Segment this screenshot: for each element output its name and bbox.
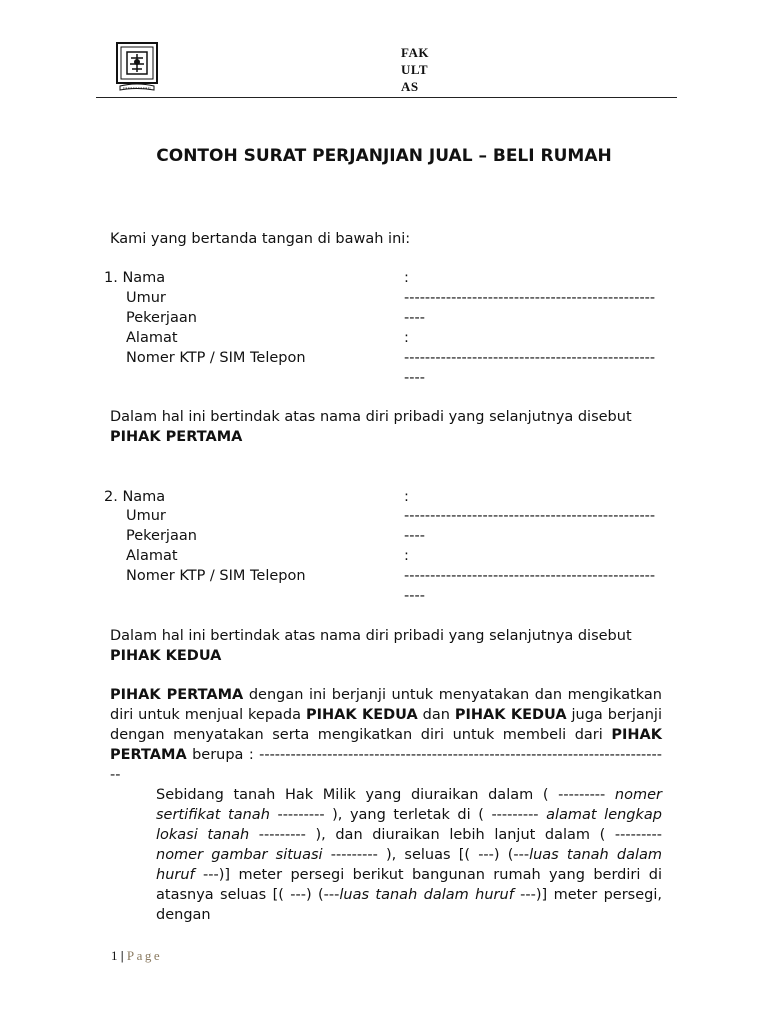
land-text-5: ---)] meter persegi berikut bangunan rumah yang berdiri di atasnya seluas [( ---) (--- [156, 867, 662, 903]
party-2-designation: PIHAK KEDUA [110, 648, 222, 664]
land-placeholder-building-area: luas tanah dalam huruf [339, 887, 514, 903]
party-1-designation: PIHAK PERTAMA [110, 429, 243, 445]
land-text-2: --------- ), yang terletak di ( --------- [269, 807, 547, 823]
page-footer [111, 948, 162, 964]
party-1-value-1: : [404, 270, 409, 286]
party-2-value-1: : [404, 489, 409, 505]
party-2-field-pekerjaan: Pekerjaan [126, 528, 197, 544]
agreement-party-second-2: PIHAK KEDUA [454, 707, 567, 723]
header-divider [96, 97, 677, 98]
land-text-6: ---)] meter persegi, dengan [156, 887, 662, 923]
agreement-text-3: juga berjanji dengan menyatakan serta mengikatkan diri untuk membeli dari [110, 707, 662, 743]
party-2-field-umur: Umur [126, 508, 166, 524]
land-placeholder-area: luas tanah dalam huruf [156, 847, 663, 883]
party-1-field-ktp: Nomer KTP / SIM Telepon [126, 350, 306, 366]
agreement-paragraph [110, 685, 662, 785]
land-text-1: Sebidang tanah Hak Milik yang diuraikan dalam ( --------- [156, 787, 615, 803]
party-2-value-5: ------------------------------------------------ [404, 568, 656, 584]
faculty-label [401, 44, 429, 95]
party-2-field-ktp: Nomer KTP / SIM Telepon [126, 568, 306, 584]
agreement-text-2: dan [417, 707, 455, 723]
party-1-field-umur: Umur [126, 290, 166, 306]
party-2-name-label: 2. Nama [104, 489, 166, 505]
party-2-statement: Dalam hal ini bertindak atas nama diri pribadi yang selanjutnya disebut [110, 628, 632, 644]
land-text-4: --------- ), seluas [( ---) (--- [322, 847, 530, 863]
party-2-value-4: : [404, 548, 409, 564]
party-2-value-6: ---- [404, 588, 425, 604]
faculty-line-1: FAK [401, 45, 429, 60]
land-placeholder-address: alamat lengkap lokasi tanah [156, 807, 663, 843]
land-text-3: --------- ), dan diuraikan lebih lanjut dalam ( --------- [249, 827, 662, 843]
land-placeholder-certificate: nomer sertifikat tanah [156, 787, 662, 823]
document-title: CONTOH SURAT PERJANJIAN JUAL – BELI RUMAH [156, 146, 612, 166]
land-description-paragraph [156, 785, 662, 925]
agreement-text-1: dengan ini berjanji untuk menyatakan dan mengikatkan diri untuk menjual kepada [110, 687, 662, 723]
party-1-value-5: ------------------------------------------------ [404, 350, 656, 366]
agreement-party-first: PIHAK PERTAMA [110, 687, 244, 703]
party-1-name-label: 1. Nama [104, 270, 166, 286]
party-1-value-3: ---- [404, 310, 425, 326]
university-logo [116, 42, 158, 92]
party-2-value-2: ------------------------------------------------ [404, 508, 656, 524]
faculty-line-2: ULT [401, 62, 429, 77]
party-1-value-6: ---- [404, 370, 425, 386]
party-2-field-alamat: Alamat [126, 548, 178, 564]
page-separator: | [117, 948, 127, 963]
page-word: Page [126, 948, 163, 963]
party-1-value-2: ------------------------------------------------ [404, 290, 656, 306]
agreement-party-second: PIHAK KEDUA [305, 707, 418, 723]
page-number: 1 [111, 948, 118, 963]
land-placeholder-map-number: nomer gambar situasi [156, 847, 323, 863]
agreement-text-4: berupa : ------------------------------------------------------------------------------- [110, 747, 662, 783]
agreement-party-first-2: PIHAK PERTAMA [110, 727, 662, 763]
party-1-value-4: : [404, 330, 409, 346]
intro-text: Kami yang bertanda tangan di bawah ini: [110, 231, 411, 247]
faculty-line-3: AS [401, 79, 419, 94]
party-2-value-3: ---- [404, 528, 425, 544]
party-1-statement: Dalam hal ini bertindak atas nama diri pribadi yang selanjutnya disebut [110, 409, 632, 425]
party-1-field-pekerjaan: Pekerjaan [126, 310, 197, 326]
party-1-field-alamat: Alamat [126, 330, 178, 346]
